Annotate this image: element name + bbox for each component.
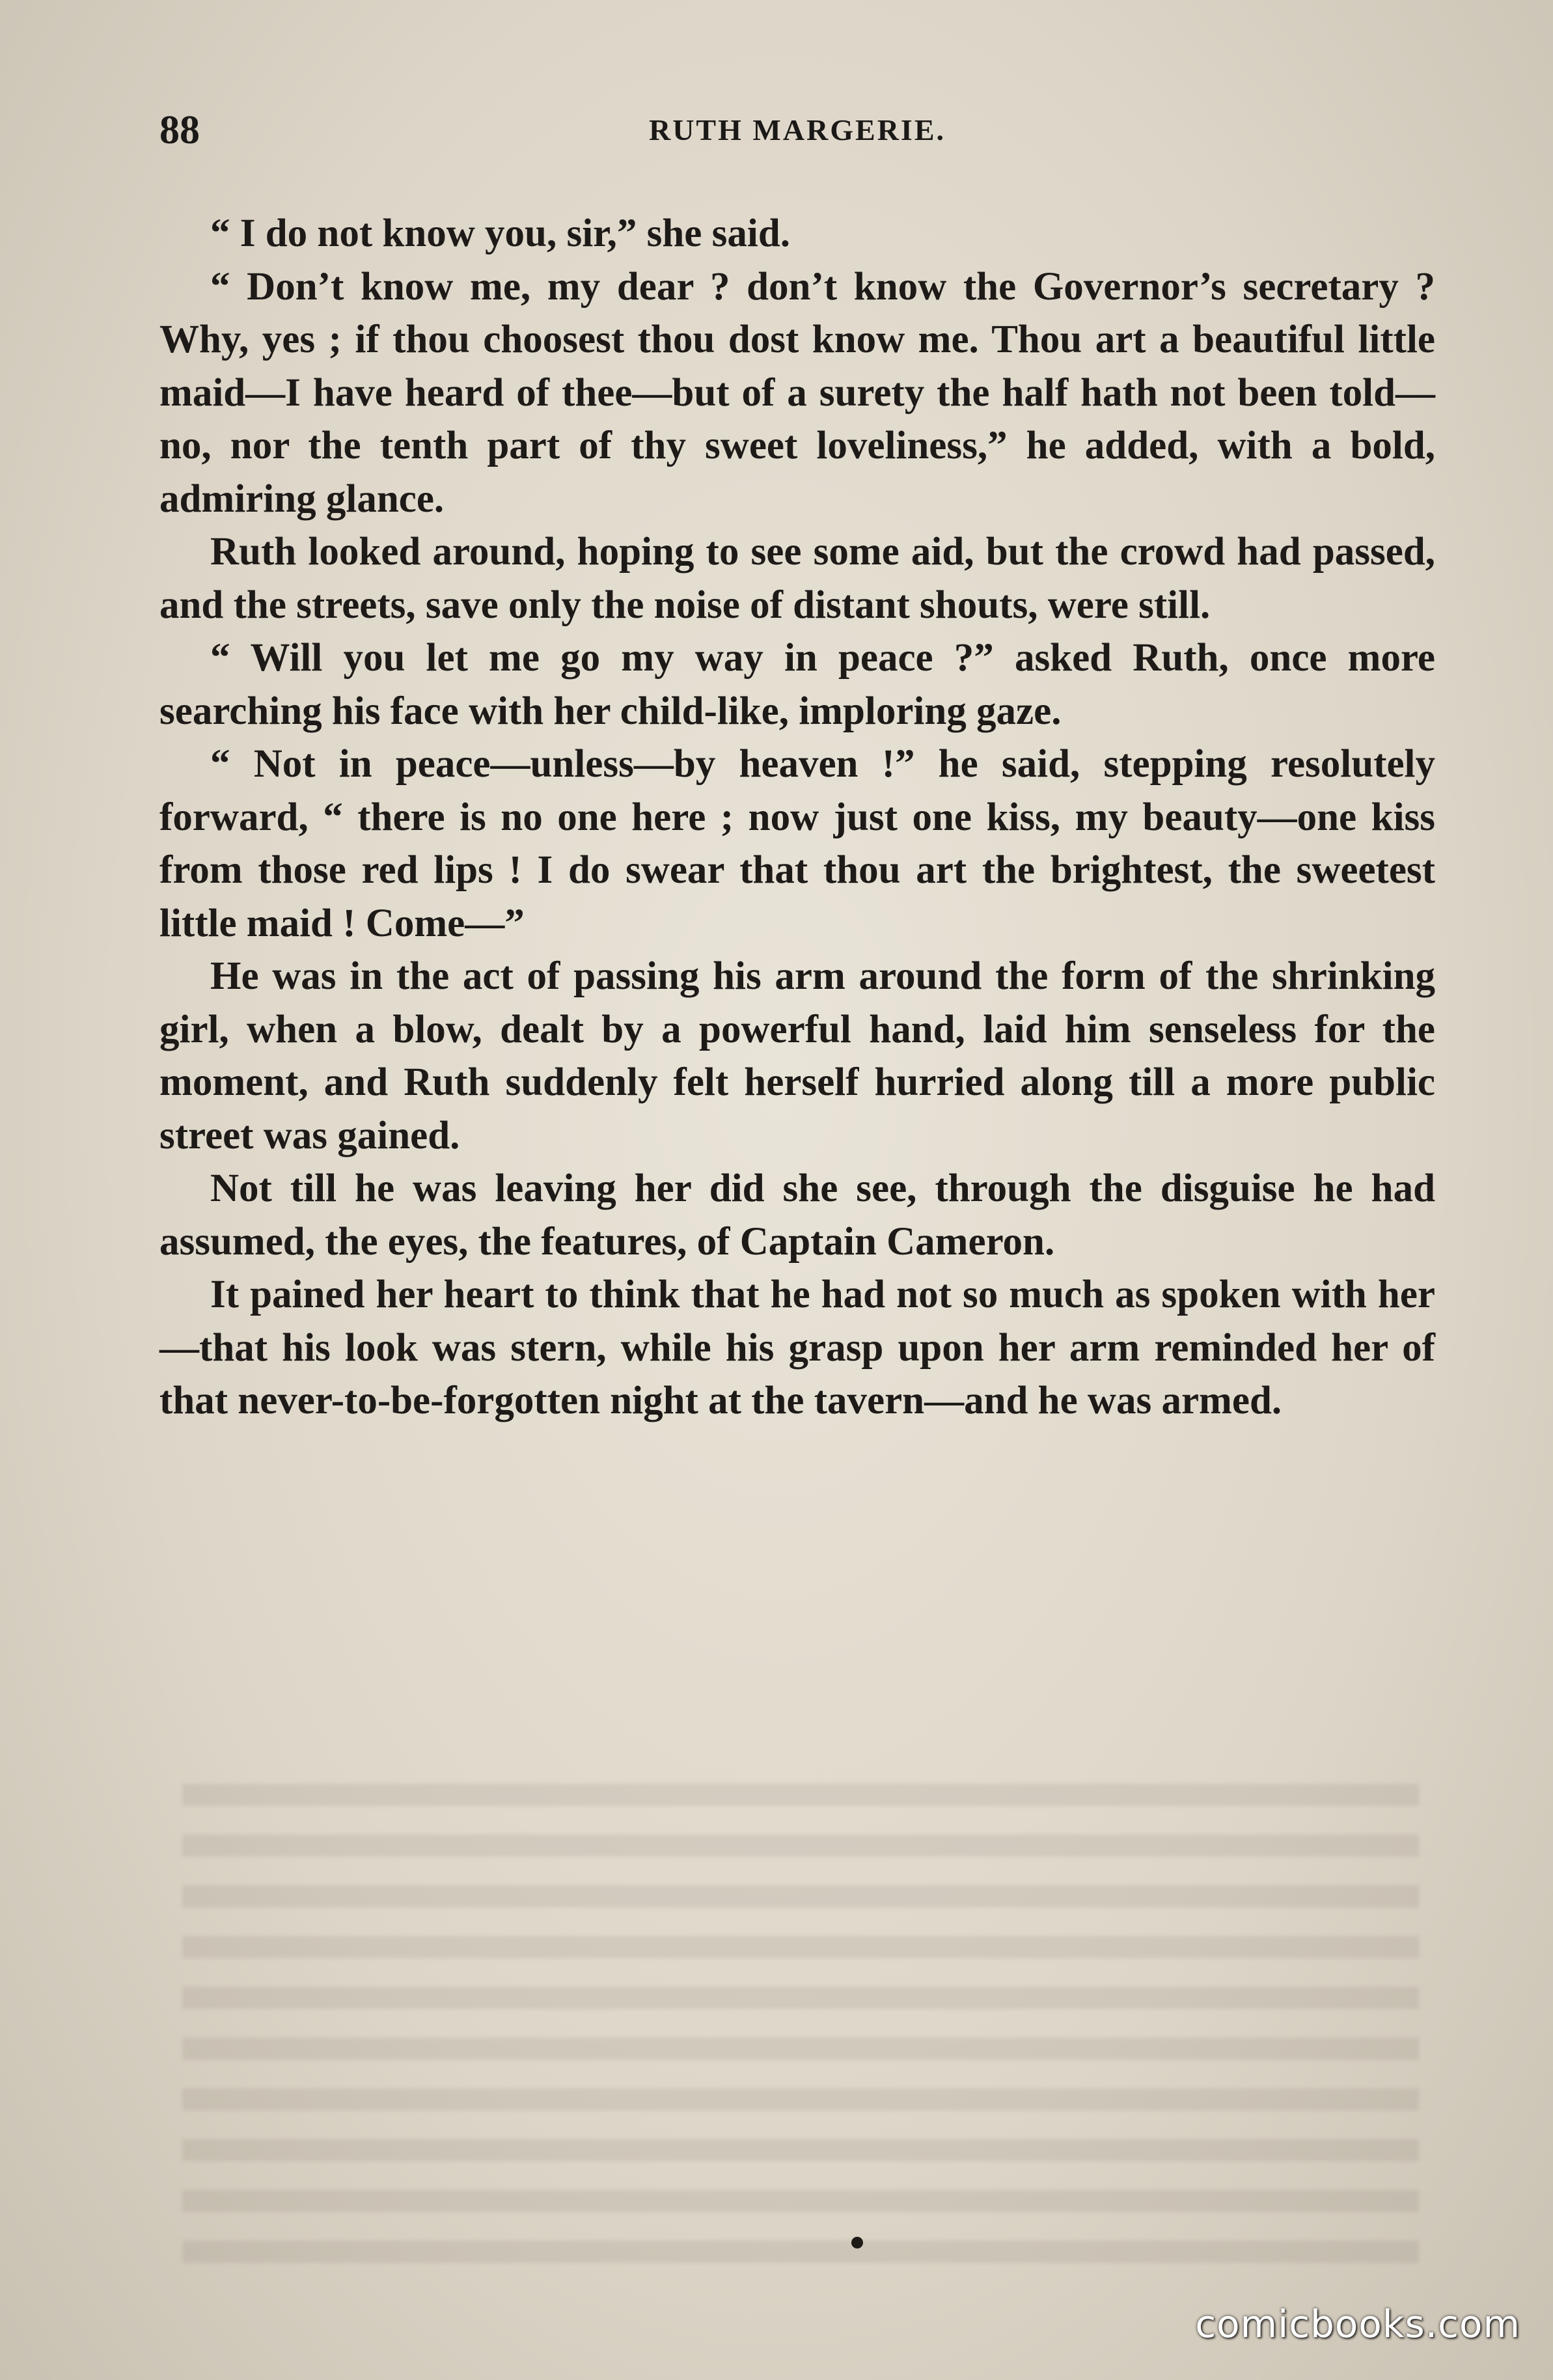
paragraph-8: It pained her heart to think that he had not so much as spoken with her—that his look was stern, while his grasp upon her arm reminded her of that never-to-be-forgotten night at the tavern—and he was armed. [159, 1273, 1435, 1422]
watermark: comicbooks.com [1195, 2302, 1520, 2346]
page-number: 88 [159, 108, 200, 152]
paragraph-4: “ Will you let me go my way in peace ?” asked Ruth, once more searching his face with her child-like, imploring gaze. [159, 636, 1435, 733]
show-through-text [182, 1784, 1419, 2291]
paragraph-3: Ruth looked around, hoping to see some aid, but the crowd had passed, and the streets, save only the noise of distant shouts, were still. [159, 530, 1435, 627]
page-header [159, 107, 1435, 166]
paragraph-7: Not till he was leaving her did she see, through the disguise he had assumed, the eyes, the features, of Captain Cameron. [159, 1167, 1435, 1264]
running-head: RUTH MARGERIE. [648, 113, 946, 146]
ink-dot [851, 2237, 863, 2249]
paragraph-5: “ Not in peace—unless—by heaven !” he said, stepping resolutely forward, “ there is no one here ; now just one kiss, my beauty—one kiss from those red lips ! I do swear that thou art the brightest, the sweetest little maid ! Come—” [159, 742, 1435, 945]
paragraph-1: “ I do not know you, sir,” she said. [210, 212, 790, 255]
body-text [159, 207, 1435, 1428]
paragraph-6: He was in the act of passing his arm around the form of the shrinking girl, when a blow, dealt by a powerful hand, laid him senseless for the moment, and Ruth suddenly felt herself hurried along till a more public street was gained. [159, 954, 1435, 1157]
paragraph-2: “ Don’t know me, my dear ? don’t know the Governor’s secretary ? Why, yes ; if thou choosest thou dost know me. Thou art a beautiful little maid—I have heard of thee—but of a surety the half hath not been told—no, nor the tenth part of thy sweet loveliness,” he added, with a bold, admiring glance. [159, 264, 1435, 521]
